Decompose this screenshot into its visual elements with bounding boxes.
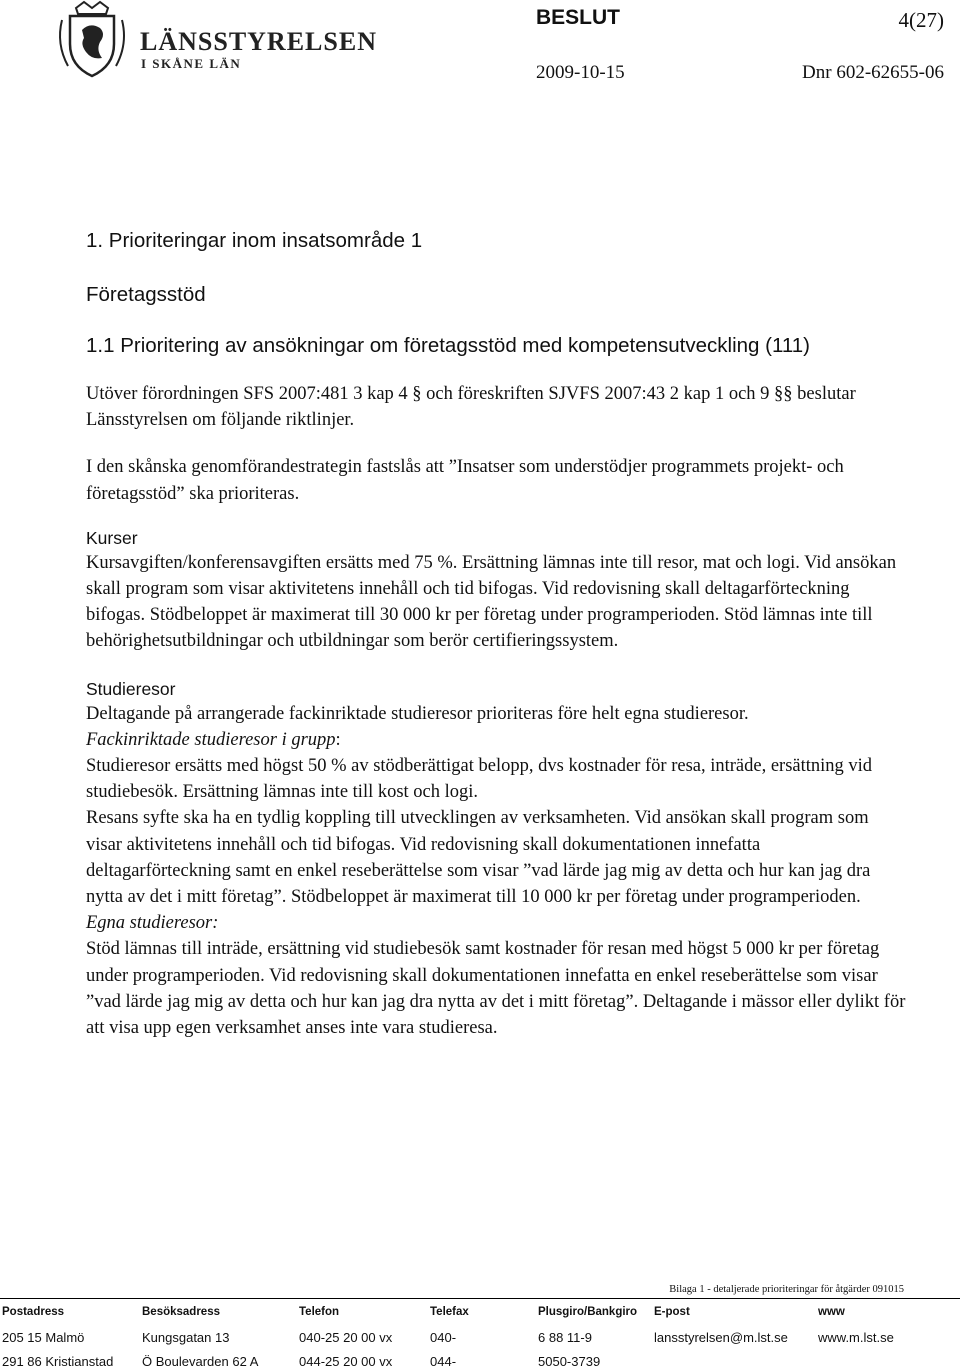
- footer-header: Telefon: [299, 1306, 340, 1318]
- group-trips-colon: :: [335, 729, 341, 750]
- footer-giro: 6 88 11-9: [538, 1330, 592, 1345]
- footer-fax: 040-: [430, 1330, 457, 1345]
- intro-paragraph: Utöver förordningen SFS 2007:481 3 kap 4 § och föreskriften SJVFS 2007:43 2 kap 1 och 9 §§ beslutar Länsstyrelsen om följande riktlinjer.: [86, 384, 856, 431]
- footer-header: Plusgiro/Bankgiro: [538, 1306, 638, 1318]
- footer-row-kristianstad: [0, 1354, 960, 1368]
- group-trips-label-line: [86, 727, 906, 753]
- footer-header: www: [818, 1306, 845, 1318]
- own-trips-label: Egna studieresor:: [86, 913, 219, 934]
- lansstyrelsen-logo: [48, 0, 378, 84]
- footer-visit-address: Ö Boulevarden 62 A: [142, 1354, 259, 1368]
- kurser-paragraph: Kursavgiften/konferensavgiften ersätts med 75 %. Ersättning lämnas inte till resor, mat och logi. Vid ansökan skall program som visar aktivitetens innehåll och tid bifogas. Vid redovisning skall deltagarförteckning bifogas. Stödbeloppet är maximerat till 30 000 kr per företag under programperioden. Stöd lämnas inte till behörighetsutbildningar och utbildningar som berör certifieringssystem.: [86, 552, 897, 652]
- logo-text: LÄNSSTYRELSEN: [140, 27, 377, 56]
- own-trips-paragraph: Stöd lämnas till inträde, ersättning vid studiebesök samt kostnader för resan med högst 5 000 kr per företag under programperioden. Vid redovisning skall dokumentationen innefatta en enkel reseberättelse som visar ”vad lärde jag mig av detta och hur kan jag dra nytta av det i mitt företag”. Deltagande i mässor eller dylikt för att visa upp egen verksamhet anses inte vara studieresa.: [86, 939, 906, 1039]
- group-trips-paragraph-2: Resans syfte ska ha en tydlig koppling till utvecklingen av verksamheten. Vid ansökan skall program som visar aktivitetens innehåll och tid bifogas. Vid redovisning skall dokumentationen innefatta deltagarförteckning samt en enkel reseberättelse som visar ”vad lärde jag mig av detta och hur kan jag dra nytta av det i mitt företag”. Stödbeloppet är maximerat till 10 000 kr per företag under programperioden.: [86, 808, 871, 908]
- group-trips-paragraph-1: Studieresor ersätts med högst 50 % av stödberättigat belopp, dvs kostnader för resa, inträde, ersättning vid studiebesök. Ersättning lämnas inte till kost och logi.: [86, 756, 873, 803]
- footer-fax: 044-: [430, 1354, 457, 1368]
- strategy-paragraph: I den skånska genomförandestrategin fastslås att ”Insatser som understödjer programmets projekt- och företagsstöd” ska prioriteras.: [86, 457, 844, 504]
- footer-row-malmo: [0, 1330, 960, 1350]
- logo-subtext: I SKÅNE LÄN: [141, 56, 242, 71]
- page-footer: [0, 1284, 960, 1368]
- attachment-note: Bilaga 1 - detaljerade prioriteringar för åtgärder 091015: [669, 1284, 904, 1295]
- footer-giro: 5050-3739: [538, 1354, 601, 1368]
- priority-heading: 1.1 Prioritering av ansökningar om företagsstöd med kompetensutveckling (111): [86, 334, 810, 357]
- footer-divider: [0, 1298, 960, 1299]
- footer-header: Postadress: [2, 1306, 65, 1318]
- document-type: BESLUT: [536, 6, 620, 29]
- section-heading: 1. Prioriteringar inom insatsområde 1: [86, 229, 423, 252]
- page-number: 4(27): [898, 8, 944, 32]
- document-dnr: Dnr 602-62655-06: [802, 62, 944, 83]
- footer-header-row: [0, 1306, 960, 1326]
- own-trips-label-line: [86, 910, 906, 936]
- footer-header: Telefax: [430, 1306, 469, 1318]
- kurser-heading: Kurser: [86, 527, 138, 548]
- footer-phone: 040-25 20 00 vx: [299, 1330, 393, 1345]
- footer-header: E-post: [654, 1306, 690, 1318]
- subsection-heading: Företagsstöd: [86, 283, 206, 306]
- footer-postal-address: 291 86 Kristianstad: [2, 1354, 114, 1368]
- footer-visit-address: Kungsgatan 13: [142, 1330, 230, 1345]
- footer-email: lansstyrelsen@m.lst.se: [654, 1330, 788, 1345]
- document-date: 2009-10-15: [536, 62, 625, 83]
- studieresor-heading: Studieresor: [86, 678, 176, 699]
- footer-website: www.m.lst.se: [818, 1330, 894, 1345]
- footer-header: Besöksadress: [142, 1306, 220, 1318]
- document-body: [86, 228, 906, 1041]
- studieresor-intro: Deltagande på arrangerade fackinriktade studieresor prioriteras före helt egna studieresor.: [86, 703, 749, 724]
- footer-postal-address: 205 15 Malmö: [2, 1330, 85, 1345]
- coat-of-arms-icon: [48, 0, 378, 84]
- footer-phone: 044-25 20 00 vx: [299, 1354, 393, 1368]
- group-trips-label: Fackinriktade studieresor i grupp: [86, 729, 336, 750]
